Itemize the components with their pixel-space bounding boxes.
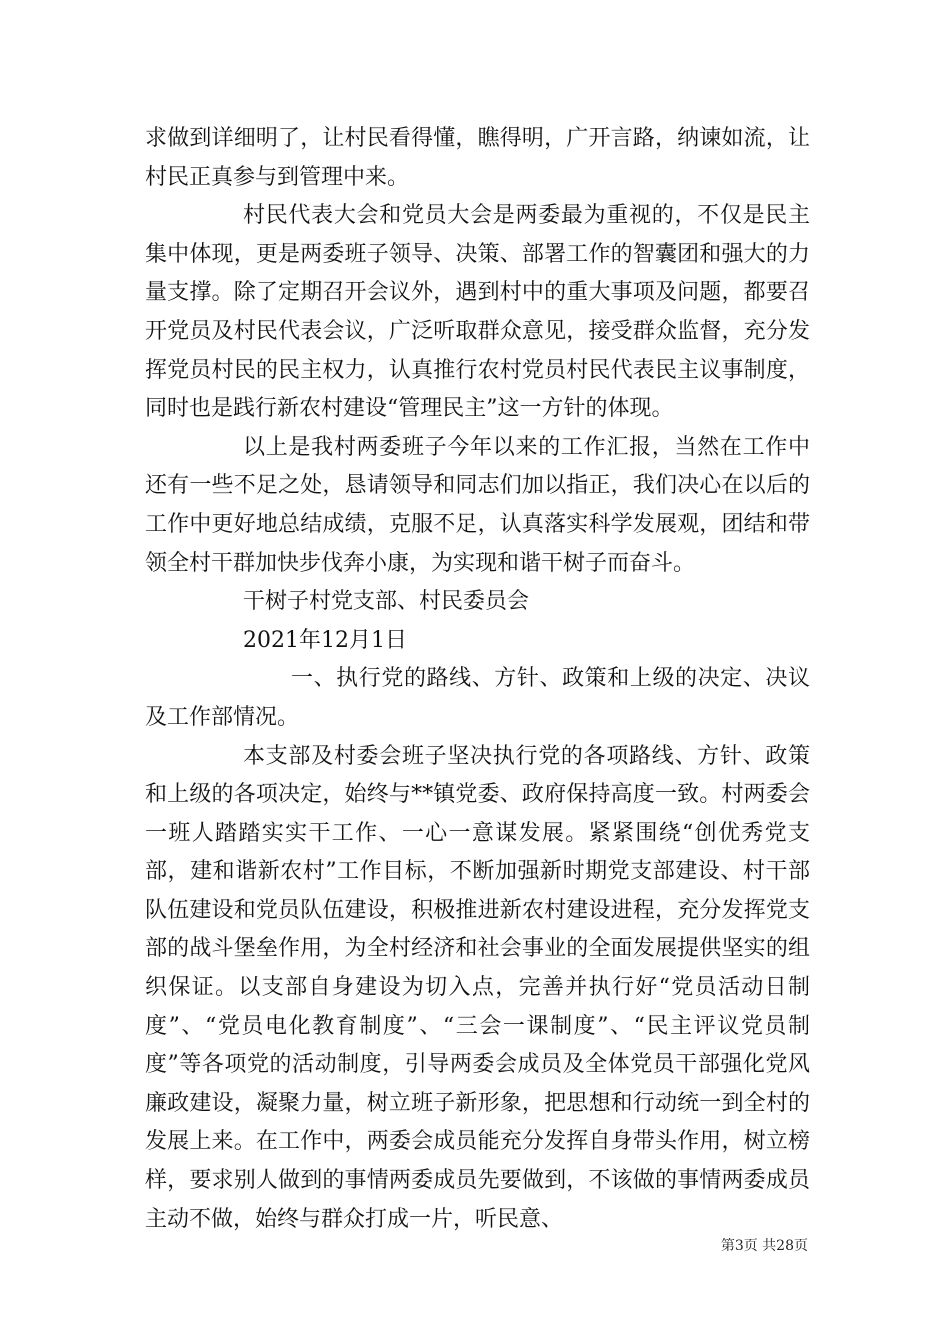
paragraph-conclusion: 以上是我村两委班子今年以来的工作汇报，当然在工作中还有一些不足之处，恳请领导和同志们加以指正，我们决心在以后的工作中更好地总结成绩，克服不足，认真落实科学发展观，团结和带领全村干群加快步伐奔小康，为实现和谐干树子而奋斗。: [145, 434, 810, 576]
paragraph-meetings: 村民代表大会和党员大会是两委最为重视的，不仅是民主集中体现，更是两委班子领导、决策、部署工作的智囊团和强大的力量支撑。除了定期召开会议外，遇到村中的重大事项及问题，都要召开党员及村民代表会议，广泛听取群众意见，接受群众监督，充分发挥党员村民的民主权力，认真推行农村党员村民代表民主议事制度，同时也是践行新农村建设“管理民主”这一方针的体现。: [145, 203, 810, 422]
document-body: [145, 120, 810, 1239]
signature-date: 2021年12月1日: [243, 627, 407, 653]
signature-organization: 干树子村党支部、村民委员会: [243, 589, 530, 615]
paragraph-continuation: 求做到详细明了，让村民看得懂，瞧得明，广开言路，纳谏如流，让村民正真参与到管理中来。: [145, 126, 810, 190]
section-body: 本支部及村委会班子坚决执行党的各项路线、方针、政策和上级的各项决定，始终与**镇党委、政府保持高度一致。村两委会一班人踏踏实实干工作、一心一意谋发展。紧紧围绕“创优秀党支部，建和谐新农村”工作目标，不断加强新时期党支部建设、村干部队伍建设和党员队伍建设，积极推进新农村建设进程，充分发挥党支部的战斗堡垒作用，为全村经济和社会事业的全面发展提供坚实的组织保证。以支部自身建设为切入点，完善并执行好“党员活动日制度”、“党员电化教育制度”、“三会一课制度”、“民主评议党员制度”等各项党的活动制度，引导两委会成员及全体党员干部强化党风廉政建设，凝聚力量，树立班子新形象，把思想和行动统一到全村的发展上来。在工作中，两委会成员能充分发挥自身带头作用，树立榜样，要求别人做到的事情两委成员先要做到，不该做的事情两委成员主动不做，始终与群众打成一片，听民意、: [145, 743, 810, 1232]
section-heading: 一、执行党的路线、方针、政策和上级的决定、决议及工作部情况。: [145, 666, 810, 730]
page-number: 第3页 共28页: [720, 1238, 808, 1254]
